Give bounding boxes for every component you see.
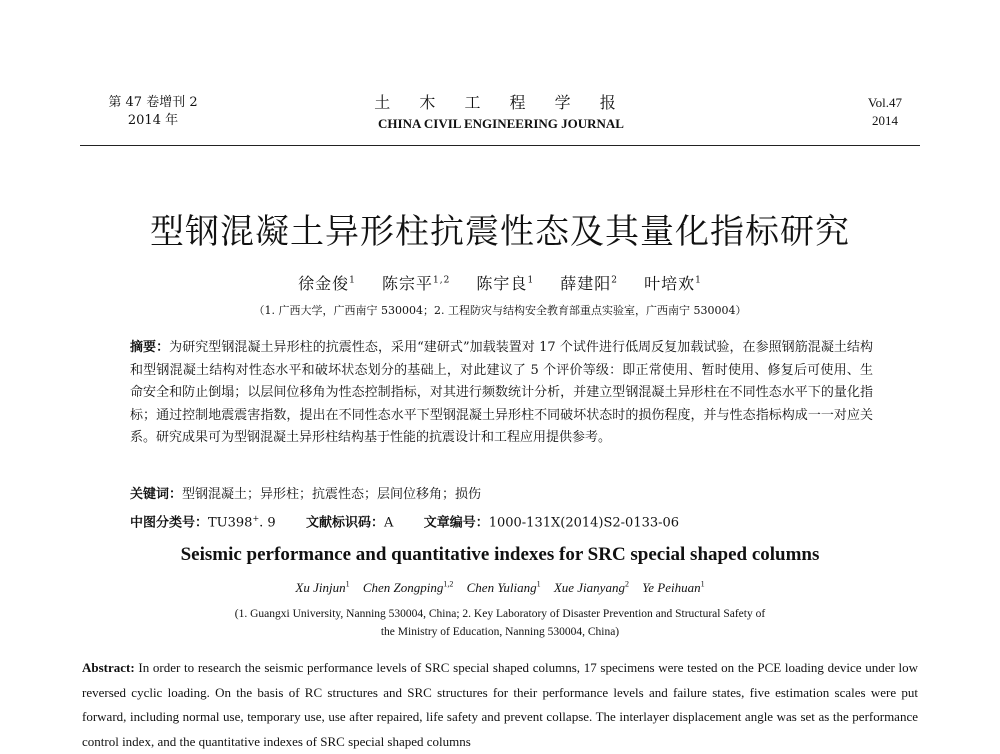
- keywords-cn-label: 关键词：: [130, 487, 183, 502]
- abstract-en-text: In order to research the seismic performance levels of SRC special shaped columns, 17 specimens were tested on the PCE loading device under low reversed cyclic loading. On the basis of RC structures and SRC structures for their performance levels and failure states, five estimation scales were put forward, including normal use, temporary use, use after repaired, life safety and prevent collapse. The interlayer displacement angle was set as the performance control index, and the quantitative indexes of SRC special shaped columns: [82, 660, 918, 749]
- keywords-cn-text: 型钢混凝土；异形柱；抗震性态；层间位移角；损伤: [182, 487, 482, 502]
- author-cn: 陈宇良$^1$: [476, 274, 535, 293]
- affiliation-en: (1. Guangxi University, Nanning 530004, China; 2. Key Laboratory of Disaster Prevention and Structural Safety of the Ministry of Education, Nanning 530004, China): [234, 608, 766, 638]
- clc-value: TU398: [208, 515, 253, 531]
- paper-title-cn: 型钢混凝土异形柱抗震性态及其量化指标研究: [150, 212, 850, 252]
- classification-line: 中图分类号：TU398+. 9 文献标识码：A 文章编号：1000-131X(2014)S2-0133-06: [130, 514, 680, 531]
- volume-year-en: Vol.47 2014: [867, 95, 902, 128]
- journal-name-cn: 土 木 工 程 学 报: [374, 93, 628, 112]
- author-en: Xu Jinjun$^1$: [295, 580, 350, 596]
- author-cn: 陈宗平$^{1,2}$: [381, 274, 451, 293]
- abstract-cn: [130, 337, 873, 450]
- header-rule: [80, 145, 920, 146]
- author-cn: 薛建阳$^2$: [560, 274, 619, 293]
- running-header: [86, 92, 916, 138]
- author-en: Ye Peihuan$^1$: [642, 580, 705, 596]
- authors-en: [0, 580, 1000, 596]
- journal-name: [86, 94, 916, 133]
- abstract-cn-text: 为研究型钢混凝土异形柱的抗震性态，采用“建研式”加载装置对 17 个试件进行低周反复加载试验，在参照钢筋混凝土结构和型钢混凝土结构对性态水平和破坏状态划分的基础上，对此建议了 5 个评价等级：即正常使用、暂时使用、修复后可使用、生命安全和防止倒塌；以层间位移角为性态控制指标，对其进行频数统计分析，并建立型钢混凝土异形柱在不同性态水平下的量化指标；通过控制地震震害指数，提出在不同性态水平下型钢混凝土异形柱不同破坏状态时的损伤程度，并与性态指标构成一一对应关系。研究成果可为型钢混凝土异形柱结构基于性能的抗震设计和工程应用提供参考。: [130, 340, 873, 446]
- author-cn: 徐金俊$^1$: [298, 274, 356, 293]
- keywords-cn: [130, 486, 481, 504]
- author-en: Xue Jianyang$^2$: [553, 580, 629, 596]
- abstract-en-label: Abstract:: [82, 660, 135, 675]
- paper-title-en: Seismic performance and quantitative indexes for SRC special shaped columns: [180, 544, 820, 565]
- volume-issue-cn: 第 47 卷增刊 2 2014 年: [108, 95, 198, 128]
- doc-code-label: 文献标识码：: [306, 515, 385, 531]
- abstract-en: [82, 656, 918, 754]
- author-en: Chen Yuliang$^1$: [466, 580, 541, 596]
- article-no-label: 文章编号：: [423, 515, 489, 531]
- clc-label: 中图分类号：: [130, 515, 209, 531]
- abstract-cn-label: 摘要：: [130, 340, 170, 355]
- journal-name-en: CHINA CIVIL ENGINEERING JOURNAL: [378, 116, 624, 131]
- affiliation-cn: （1. 广西大学，广西南宁 530004；2. 工程防灾与结构安全教育部重点实验室，广西南宁 530004）: [253, 304, 747, 317]
- author-cn: 叶培欢$^1$: [644, 274, 702, 293]
- doc-code-value: A: [384, 515, 394, 531]
- author-en: Chen Zongping$^{1,2}$: [362, 580, 454, 596]
- article-no-value: 1000-131X(2014)S2-0133-06: [488, 515, 680, 531]
- authors-cn: [0, 271, 1000, 294]
